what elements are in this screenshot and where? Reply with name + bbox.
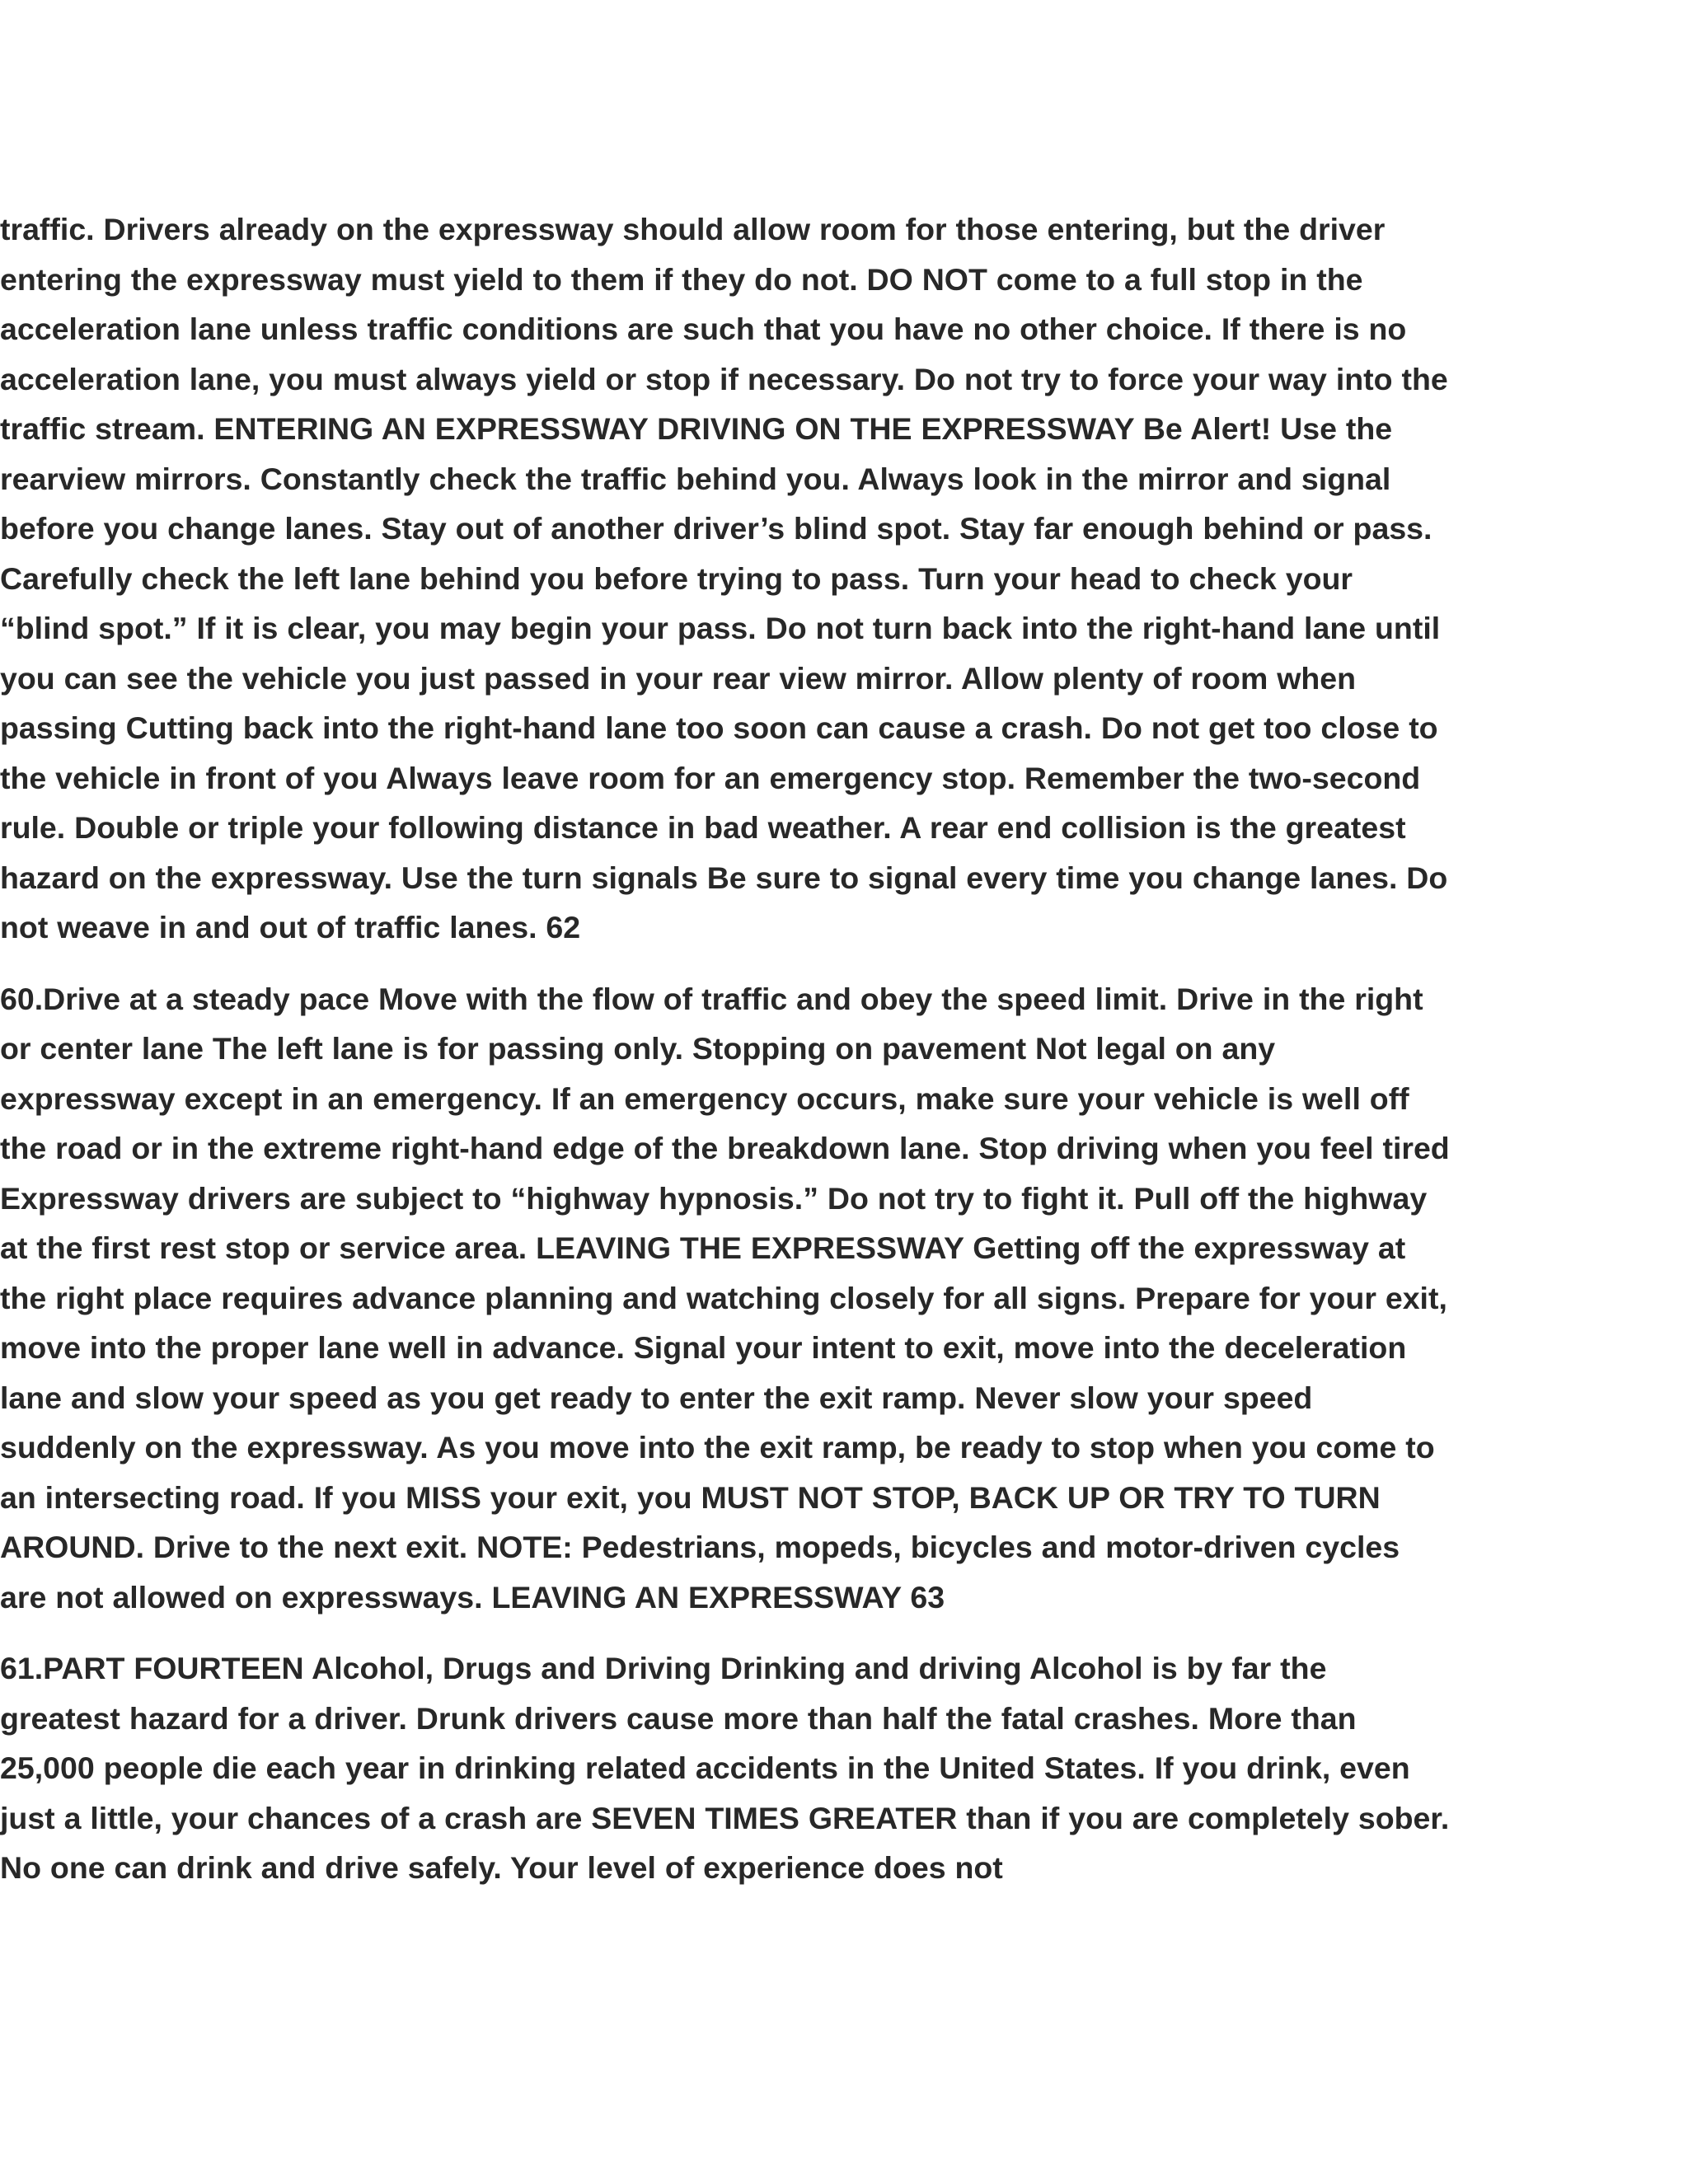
paragraph-leaving-expressway: 60.Drive at a steady pace Move with the flow of traffic and obey the speed limit. Drive in the right or center lane The left lane is for passing only. Stopping on pavement Not legal on any expressway except in an emergency. If an emergency occurs, make sure your vehicle is well off the road or in the extreme right-hand edge of the breakdown lane. Stop driving when you feel tired Expressway drivers are subject to “highway hypnosis.” Do not try to fight it. Pull off the highway at the first rest stop or service area. LEAVING THE EXPRESSWAY Getting off the expressway at the right place requires advance planning and watching closely for all signs. Prepare for your exit, move into the proper lane well in advance. Signal your intent to exit, move into the deceleration lane and slow your speed as you get ready to enter the exit ramp. Never slow your speed suddenly on the expressway. As you move into the exit ramp, be ready to stop when you come to an intersecting road. If you MISS your exit, you MUST NOT STOP, BACK UP OR TRY TO TURN AROUND. Drive to the next exit. NOTE: Pedestrians, mopeds, bicycles and motor-driven cycles are not allowed on expressways. LEAVING AN EXPRESSWAY 63: [0, 981, 1450, 1615]
paragraph-expressway-driving: traffic. Drivers already on the expressway should allow room for those entering, but the driver entering the expressway must yield to them if they do not. DO NOT come to a full stop in the acceleration lane unless traffic conditions are such that you have no other choice. If there is no acceleration lane, you must always yield or stop if necessary. Do not try to force your way into the traffic stream. ENTERING AN EXPRESSWAY DRIVING ON THE EXPRESSWAY Be Alert! Use the rearview mirrors. Constantly check the traffic behind you. Always look in the mirror and signal before you change lanes. Stay out of another driver’s blind spot. Stay far enough behind or pass. Carefully check the left lane behind you before trying to pass. Turn your head to check your “blind spot.” If it is clear, you may begin your pass. Do not turn back into the right-hand lane until you can see the vehicle you just passed in your rear view mirror. Allow plenty of room when passing Cutting back into the right-hand lane too soon can cause a crash. Do not get too close to the vehicle in front of you Always leave room for an emergency stop. Remember the two-second rule. Double or triple your following distance in bad weather. A rear end collision is the greatest hazard on the expressway. Use the turn signals Be sure to signal every time you change lanes. Do not weave in and out of traffic lanes. 62: [0, 212, 1448, 944]
document-body: [0, 204, 1451, 1915]
paragraph-alcohol-drugs: 61.PART FOURTEEN Alcohol, Drugs and Driving Drinking and driving Alcohol is by far the greatest hazard for a driver. Drunk drivers cause more than half the fatal crashes. More than 25,000 people die each year in drinking related accidents in the United States. If you drink, even just a little, your chances of a crash are SEVEN TIMES GREATER than if you are completely sober. No one can drink and drive safely. Your level of experience does not: [0, 1651, 1450, 1885]
